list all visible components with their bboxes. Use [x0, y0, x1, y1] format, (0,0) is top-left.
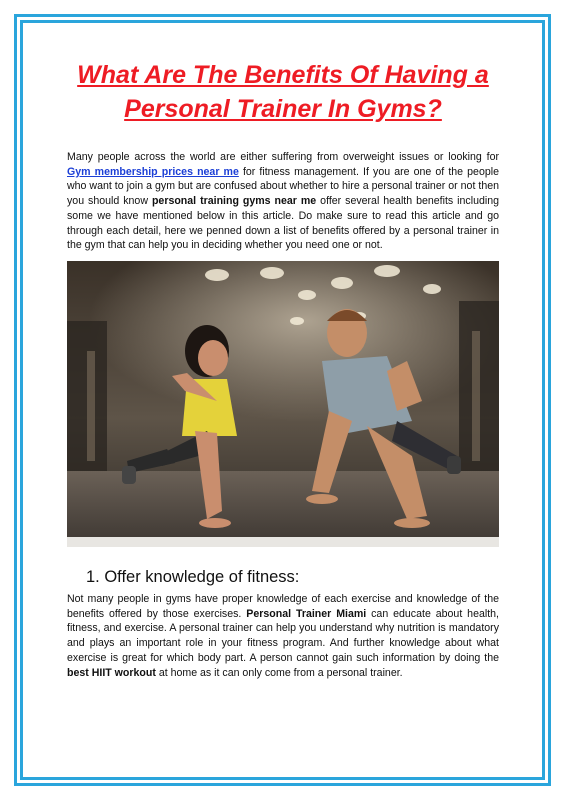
section-bold-keyword-2: best HIIT workout [67, 666, 156, 679]
section-heading-fitness-knowledge: 1. Offer knowledge of fitness: [86, 568, 300, 586]
section-bold-keyword-1: Personal Trainer Miami [246, 607, 367, 620]
intro-paragraph [67, 150, 499, 253]
page-title: What Are The Benefits Of Having a Personal Trainer In Gyms? [77, 61, 489, 123]
document-content [67, 58, 499, 679]
section-paragraph-fitness-knowledge [67, 592, 499, 680]
intro-text-3: offer several health benefits including some we have mentioned below in this article. Do make sure to read this article and go through each detail, here we penned down a list of benefits offered by a personal trainer in the gym that can help you in deciding whether you need one or not. [67, 195, 499, 252]
gym-couple-pushup-photo [67, 261, 499, 547]
intro-text-2: for fitness management. If you are one of the people who want to join a gym but are confused about whether to hire a personal trainer or not then you should know [67, 165, 499, 208]
gym-membership-link[interactable]: Gym membership prices near me [67, 165, 239, 178]
section-text-1: Not many people in gyms have proper knowledge of each exercise and knowledge of the benefits offered by those exercises. [67, 593, 499, 620]
section-text-3: at home as it can only come from a personal trainer. [155, 666, 403, 679]
intro-bold-keyword: personal training gyms near me [151, 195, 317, 208]
intro-text-1: Many people across the world are either suffering from overweight issues or looking for [67, 151, 499, 163]
section-text-2: can educate about health, fitness, and exercise. A personal trainer can help you understand why nutrition is mandatory and plays an important role in your fitness program. And further knowledge about what exercise is great for which body part. A person cannot gain such information by doing the [67, 607, 499, 664]
